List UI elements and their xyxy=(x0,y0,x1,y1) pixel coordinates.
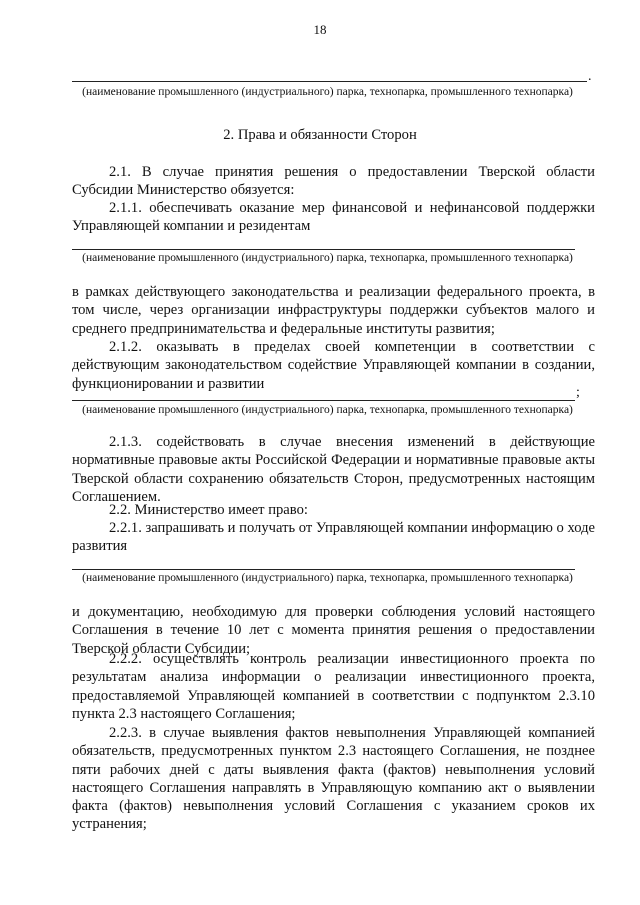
paragraph: 2.1.2. оказывать в пределах своей компетенции в соответствии с действующим законодательством содействие Управляющей компании в создании, функционировании и развитии xyxy=(72,339,595,392)
line-end-mark: ; xyxy=(576,385,580,400)
paragraph: 2.2.3. в случае выявления фактов невыполнения Управляющей компанией обязательств, предусмотренных пунктом 2.3 настоящего Соглашения, не позднее пяти рабочих дней с даты выявления факта (фактов) невыполнения условий настоящего Соглашения направлять в Управляющую компанию акт о выявлении факта (фактов) невыполнения условий Соглашения с указанием сроков их устранения; xyxy=(72,725,595,833)
paragraph: 2.1. В случае принятия решения о предоставлении Тверской области Субсидии Министерство обязуется: xyxy=(72,164,595,199)
paragraph: 2.2.2. осуществлять контроль реализации инвестиционного проекта по результатам анализа информации о реализации инвестиционного проекта, предоставляемой Управляющей компанией в соответствии с подпунктом 2.3.10 пункта 2.3 настоящего Соглашения; xyxy=(72,651,595,722)
blank-line xyxy=(72,400,575,401)
paragraph: в рамках действующего законодательства и реализации федерального проекта, в том числе, через организации инфраструктуры поддержки субъектов малого и среднего предпринимательства и федеральные институты развития; xyxy=(72,284,595,337)
paragraph: 2.2. Министерство имеет право: xyxy=(109,502,308,518)
blank-caption: (наименование промышленного (индустриального) парка, технопарка, промышленного технопарка) xyxy=(82,572,573,584)
blank-caption: (наименование промышленного (индустриального) парка, технопарка, промышленного технопарка) xyxy=(82,252,573,264)
section-title: 2. Права и обязанности Сторон xyxy=(223,127,417,143)
blank-line xyxy=(72,569,575,570)
blank-line xyxy=(72,249,575,250)
paragraph: и документацию, необходимую для проверки соблюдения условий настоящего Соглашения в течение 10 лет с момента принятия решения о предоставлении Тверской области Субсидии; xyxy=(72,604,595,657)
page-number: 18 xyxy=(313,22,327,37)
paragraph: 2.1.1. обеспечивать оказание мер финансовой и нефинансовой поддержки Управляющей компании и резидентам xyxy=(72,200,595,235)
blank-caption: (наименование промышленного (индустриального) парка, технопарка, промышленного технопарка) xyxy=(82,86,573,98)
paragraph: 2.2.1. запрашивать и получать от Управляющей компании информацию о ходе развития xyxy=(72,520,595,555)
blank-line xyxy=(72,81,587,82)
paragraph: 2.1.3. содействовать в случае внесения изменений в действующие нормативные правовые акты Российской Федерации и нормативные правовые акты Тверской области сохранению обязательств Сторон, предусмотренных настоящим Соглашением. xyxy=(72,434,595,505)
blank-caption: (наименование промышленного (индустриального) парка, технопарка, промышленного технопарка) xyxy=(82,404,573,416)
line-end-mark: . xyxy=(588,69,592,84)
